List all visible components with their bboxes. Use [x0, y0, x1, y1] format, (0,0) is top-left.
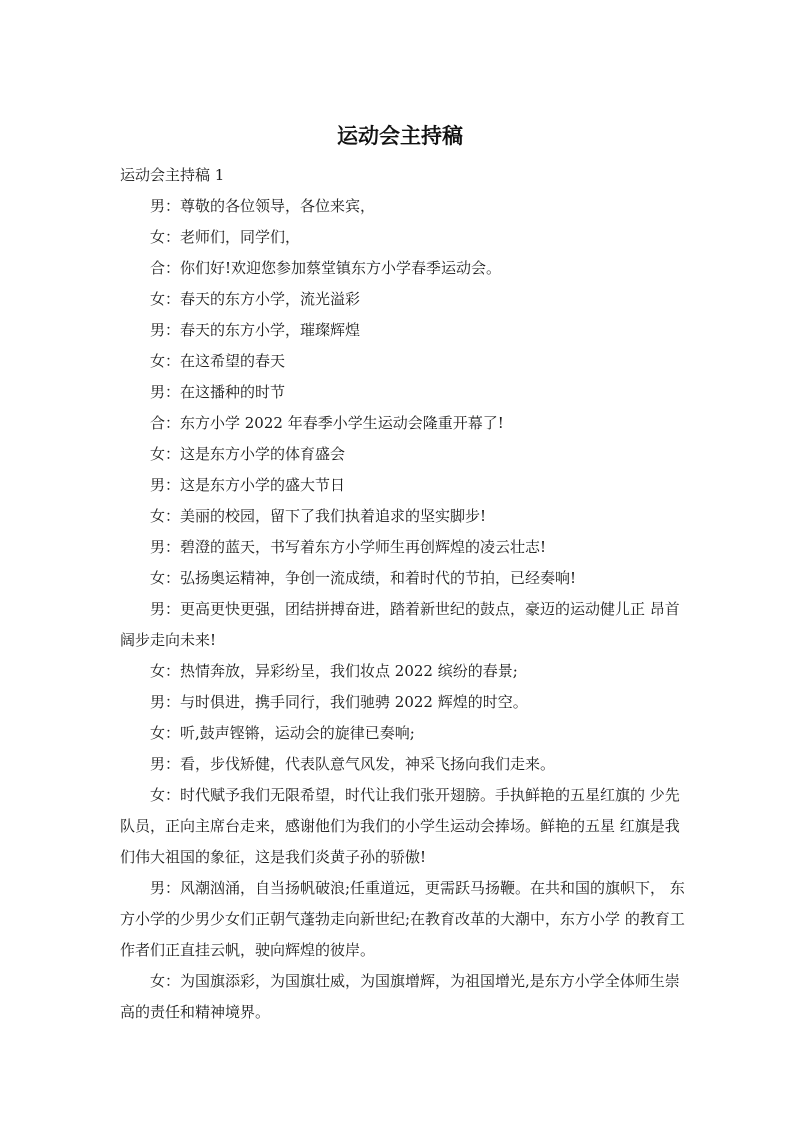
dialogue-line: 合：东方小学 2022 年春季小学生运动会隆重开幕了!: [150, 414, 504, 432]
document-title: 运动会主持稿: [337, 124, 463, 148]
dialogue-line: 男：碧澄的蓝天，书写着东方小学师生再创辉煌的凌云壮志!: [150, 538, 547, 556]
dialogue-line: 男：看，步伐矫健，代表队意气风发，神采飞扬向我们走来。: [150, 755, 556, 773]
dialogue-line: 女：为国旗添彩，为国旗壮威，为国旗增辉，为祖国增光,是东方小学全体师生崇高的责任和精神境界。: [120, 972, 680, 1021]
dialogue-line: 女：在这希望的春天: [150, 352, 286, 370]
dialogue-line: 男：更高更快更强，团结拼搏奋进，踏着新世纪的鼓点，豪迈的运动健儿正 昂首阔步走向未来!: [120, 600, 680, 649]
dialogue-line: 女：热情奔放，异彩纷呈，我们妆点 2022 缤纷的春景;: [150, 662, 518, 680]
dialogue-line: 男：在这播种的时节: [150, 383, 286, 401]
document-body: [120, 160, 690, 1028]
dialogue-line: 合：你们好!欢迎您参加蔡堂镇东方小学春季运动会。: [150, 259, 502, 277]
section-heading: 运动会主持稿 1: [120, 166, 225, 184]
dialogue-line: 女：弘扬奥运精神，争创一流成绩，和着时代的节拍，已经奏响!: [150, 569, 577, 587]
dialogue-line: 男：风潮汹涌，自当扬帆破浪;任重道远，更需跃马扬鞭。在共和国的旗帜下， 东方小学的少男少女们正朝气蓬勃走向新世纪;在教育改革的大潮中，东方小学 的教育工作者们正直挂云帆，驶向辉煌的彼岸。: [120, 879, 685, 959]
dialogue-line: 女：春天的东方小学，流光溢彩: [150, 290, 361, 308]
dialogue-line: 男：这是东方小学的盛大节日: [150, 476, 346, 494]
dialogue-line: 男：与时俱进，携手同行，我们驰骋 2022 辉煌的时空。: [150, 693, 528, 711]
dialogue-line: 女：听,鼓声铿锵，运动会的旋律已奏响;: [150, 724, 415, 742]
dialogue-line: 男：春天的东方小学，璀璨辉煌: [150, 321, 361, 339]
dialogue-line: 女：美丽的校园，留下了我们执着追求的坚实脚步!: [150, 507, 487, 525]
dialogue-line: 女：老师们，同学们，: [150, 228, 301, 246]
dialogue-line: 男：尊敬的各位领导，各位来宾，: [150, 197, 376, 215]
dialogue-line: 女：这是东方小学的体育盛会: [150, 445, 346, 463]
dialogue-line: 女：时代赋予我们无限希望，时代让我们张开翅膀。手执鲜艳的五星红旗的 少先队员，正向主席台走来，感谢他们为我们的小学生运动会捧场。鲜艳的五星 红旗是我们伟大祖国的象征，这是我们炎黄子孙的骄傲!: [120, 786, 680, 866]
